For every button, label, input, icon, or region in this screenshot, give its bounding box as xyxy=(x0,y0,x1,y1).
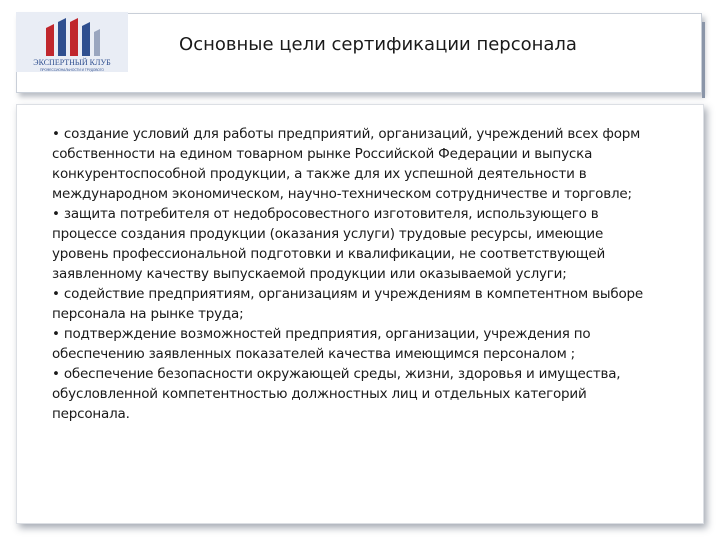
bullet-paragraph: • обеспечение безопасности окружающей среды, жизни, здоровья и имущества, обусловленной компетентностью должностных лиц и отдельных категорий персонала. xyxy=(52,366,621,422)
logo xyxy=(16,12,128,72)
bullet-paragraph: • создание условий для работы предприятий, организаций, учреждений всех форм собственности на едином товарном рынке Российской Федерации и выпуска конкурентоспособной продукции, а также для их успешной деятельности в международном экономическом, научно-техническом сотрудничестве и торговле; xyxy=(52,126,641,202)
body-text xyxy=(52,124,652,424)
logo-bar-blue-1 xyxy=(58,18,66,56)
logo-text-line1: ЭКСПЕРТНЫЙ КЛУБ xyxy=(33,58,111,67)
logo-text-line2: ПРОФЕССИОНАЛЬНОСТИ И ТРУДОВОГО xyxy=(40,68,104,72)
logo-bar-red-2 xyxy=(70,18,78,56)
bullet-paragraph: • содействие предприятиям, организациям и учреждениям в компетентном выборе персонала на рынке труда; xyxy=(52,286,643,322)
page-title: Основные цели сертификации персонала xyxy=(179,34,577,55)
logo-bar-grey xyxy=(94,29,100,56)
logo-bar-blue-2 xyxy=(82,22,90,56)
bullet-paragraph: • защита потребителя от недобросовестного изготовителя, использующего в процессе создания продукции (оказания услуги) трудовые ресурсы, имеющие уровень профессиональной подготовки и квалификации, не соответствующей заявленному качеству выпускаемой продукции или оказываемой услуги; xyxy=(52,206,606,282)
logo-bar-red-1 xyxy=(46,24,54,56)
bullet-paragraph: • подтверждение возможностей предприятия, организации, учреждения по обеспечению заявленных показателей качества имеющимся персоналом ; xyxy=(52,326,591,362)
